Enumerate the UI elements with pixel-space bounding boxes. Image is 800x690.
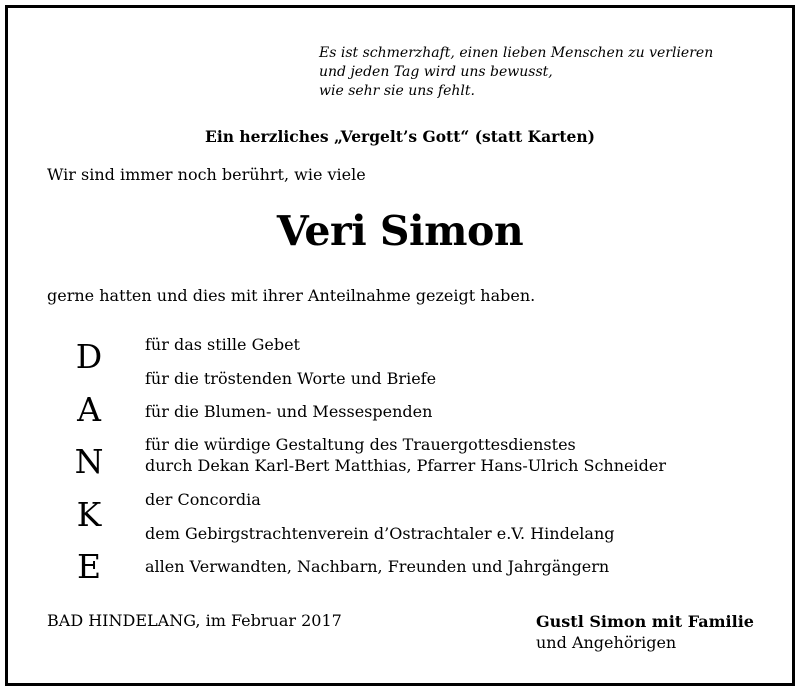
intro-text: Wir sind immer noch berührt, wie viele bbox=[47, 165, 366, 184]
signature-sub: und Angehörigen bbox=[536, 633, 677, 652]
danke-letter: K bbox=[76, 494, 102, 534]
thanks-item: durch Dekan Karl-Bert Matthias, Pfarrer Hans-Ulrich Schneider bbox=[145, 456, 666, 475]
thanks-list bbox=[145, 334, 666, 577]
signature-block bbox=[536, 611, 754, 653]
quote-line: Es ist schmerzhaft, einen lieben Menschen zu verlieren bbox=[319, 45, 714, 61]
place-date: BAD HINDELANG, im Februar 2017 bbox=[47, 611, 342, 630]
outro-text: gerne hatten und dies mit ihrer Anteilnahme gezeigt haben. bbox=[47, 286, 536, 305]
danke-letter: N bbox=[74, 442, 104, 481]
thanks-item: für die würdige Gestaltung des Trauergottesdienstes bbox=[145, 435, 576, 454]
quote-line: und jeden Tag wird uns bewusst, bbox=[319, 64, 553, 80]
thanks-item: für die Blumen- und Messespenden bbox=[145, 402, 433, 421]
thanks-item: der Concordia bbox=[145, 490, 261, 509]
notice-frame bbox=[5, 5, 795, 686]
danke-letter: D bbox=[75, 337, 103, 376]
signature-name: Gustl Simon mit Familie bbox=[536, 612, 754, 631]
quote-line: wie sehr sie uns fehlt. bbox=[319, 83, 475, 99]
deceased-name: Veri Simon bbox=[276, 207, 524, 255]
danke-letter: A bbox=[77, 389, 101, 429]
quote-block bbox=[319, 44, 713, 101]
danke-letters bbox=[72, 331, 106, 594]
thanks-item: für die tröstenden Worte und Briefe bbox=[145, 369, 437, 388]
thanks-item: für das stille Gebet bbox=[145, 335, 300, 354]
danke-letter: E bbox=[76, 547, 102, 586]
thanks-item: allen Verwandten, Nachbarn, Freunden und Jahrgängern bbox=[145, 557, 610, 576]
thanks-heading: Ein herzliches „Vergelt’s Gott“ (statt Karten) bbox=[205, 127, 595, 146]
thanks-item: dem Gebirgstrachtenverein d’Ostrachtaler e.V. Hindelang bbox=[145, 524, 615, 543]
